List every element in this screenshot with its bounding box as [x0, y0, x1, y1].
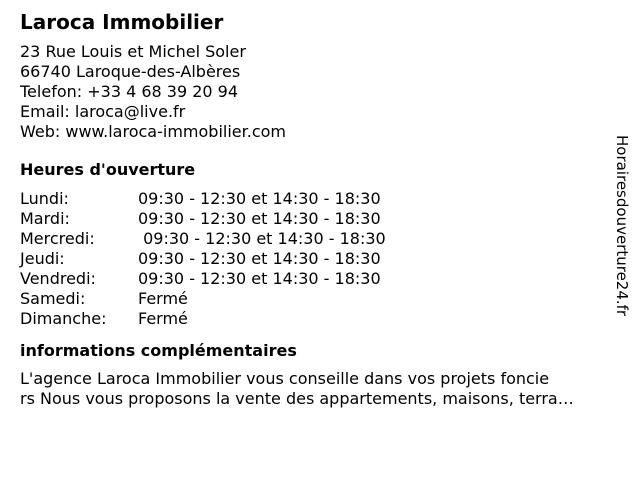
hours-row-wednesday: [20, 229, 620, 249]
info-line: L'agence Laroca Immobilier vous conseille dans vos projets foncie: [20, 369, 550, 388]
hours-row-sunday: [20, 309, 620, 329]
city-address: 66740 Laroque-des-Albères: [20, 62, 241, 81]
day-hours: 09:30 - 12:30 et 14:30 - 18:30: [138, 189, 381, 208]
hours-row-monday: [20, 189, 620, 209]
hours-row-friday: [20, 269, 620, 289]
day-label: Dimanche:: [20, 309, 107, 328]
day-hours: Fermé: [138, 309, 188, 328]
day-label: Vendredi:: [20, 269, 96, 288]
hours-row-saturday: [20, 289, 620, 309]
street-address: 23 Rue Louis et Michel Soler: [20, 42, 246, 61]
day-label: Jeudi:: [20, 249, 65, 268]
additional-info-text: [20, 369, 620, 409]
hours-row-thursday: [20, 249, 620, 269]
day-label: Lundi:: [20, 189, 69, 208]
phone-number: Telefon: +33 4 68 39 20 94: [20, 82, 239, 101]
business-name: Laroca Immobilier: [20, 10, 224, 34]
email-address: Email: laroca@live.fr: [20, 102, 186, 121]
day-label: Mercredi:: [20, 229, 95, 248]
day-hours: 09:30 - 12:30 et 14:30 - 18:30: [138, 209, 381, 228]
day-label: Mardi:: [20, 209, 70, 228]
day-hours: 09:30 - 12:30 et 14:30 - 18:30: [138, 229, 386, 248]
opening-hours-heading: Heures d'ouverture: [20, 160, 196, 179]
opening-hours-table: [20, 189, 620, 329]
site-watermark: Horairesdouverture24.fr: [613, 135, 631, 317]
day-label: Samedi:: [20, 289, 86, 308]
website-address: Web: www.laroca-immobilier.com: [20, 122, 286, 141]
info-line: rs Nous vous proposons la vente des appartements, maisons, terra…: [20, 389, 574, 408]
hours-row-tuesday: [20, 209, 620, 229]
day-hours: 09:30 - 12:30 et 14:30 - 18:30: [138, 269, 381, 288]
business-card: [20, 10, 620, 409]
day-hours: 09:30 - 12:30 et 14:30 - 18:30: [138, 249, 381, 268]
day-hours: Fermé: [138, 289, 188, 308]
address-block: [20, 42, 620, 142]
additional-info-heading: informations complémentaires: [20, 341, 297, 360]
